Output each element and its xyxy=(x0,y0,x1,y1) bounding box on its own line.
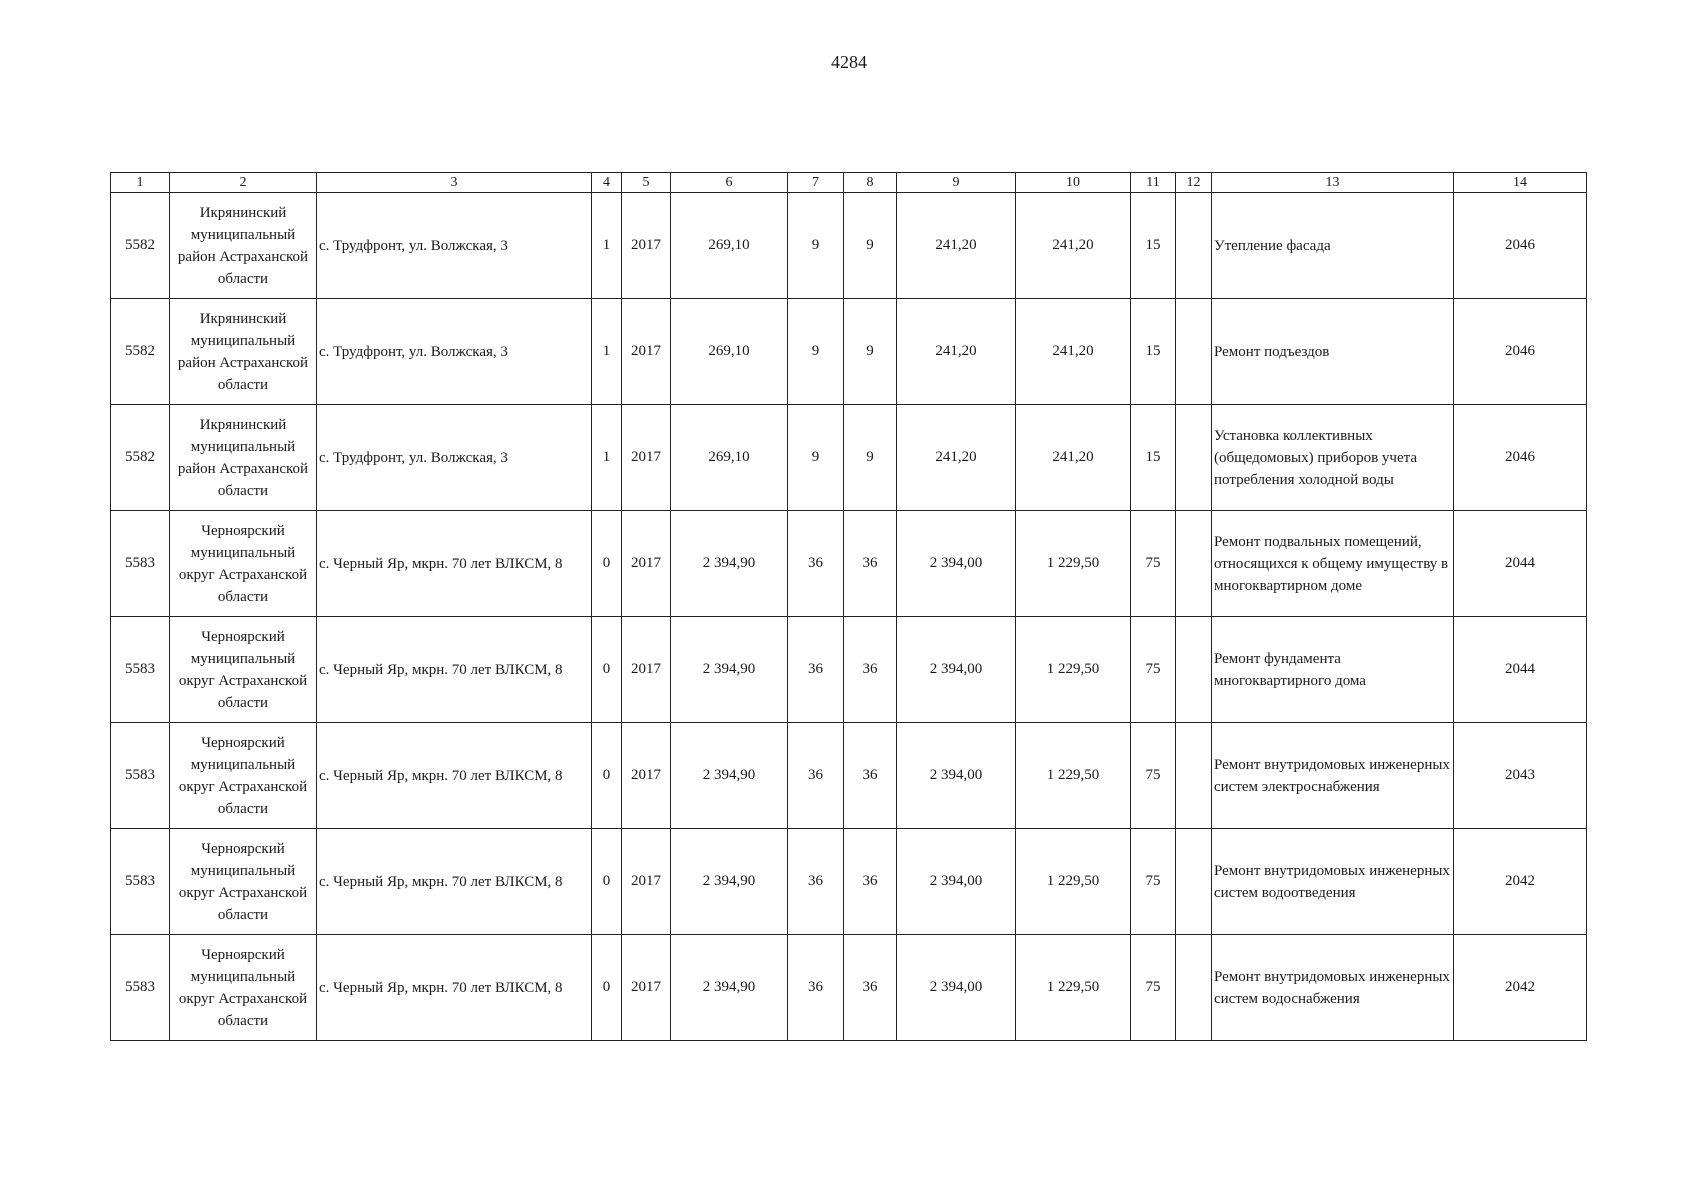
col4-cell: 0 xyxy=(592,935,622,1041)
column-header: 9 xyxy=(897,173,1016,193)
page-number: 4284 xyxy=(831,52,867,72)
col7-cell: 9 xyxy=(788,299,844,405)
district-cell: Икрянинский муниципальный район Астраханской области xyxy=(170,299,317,405)
row-id-cell: 5583 xyxy=(111,723,170,829)
col12-cell xyxy=(1176,511,1212,617)
column-number-row xyxy=(111,173,1587,193)
col8-cell: 36 xyxy=(844,935,897,1041)
plan-year-cell: 2043 xyxy=(1454,723,1587,829)
row-id-cell: 5583 xyxy=(111,617,170,723)
col11-cell: 15 xyxy=(1131,299,1176,405)
plan-year-cell: 2046 xyxy=(1454,193,1587,299)
col4-cell: 0 xyxy=(592,829,622,935)
col9-cell: 241,20 xyxy=(897,193,1016,299)
work-type-cell: Ремонт внутридомовых инженерных систем водоотведения xyxy=(1212,829,1454,935)
table-row xyxy=(111,405,1587,511)
col6-cell: 2 394,90 xyxy=(671,617,788,723)
table-body xyxy=(111,193,1587,1041)
work-type-cell: Ремонт подвальных помещений, относящихся к общему имуществу в многоквартирном доме xyxy=(1212,511,1454,617)
table-row xyxy=(111,511,1587,617)
col9-cell: 2 394,00 xyxy=(897,511,1016,617)
column-header: 12 xyxy=(1176,173,1212,193)
col12-cell xyxy=(1176,723,1212,829)
district-cell: Черноярский муниципальный округ Астраханской области xyxy=(170,935,317,1041)
work-type-cell: Ремонт фундамента многоквартирного дома xyxy=(1212,617,1454,723)
col11-cell: 75 xyxy=(1131,723,1176,829)
col11-cell: 75 xyxy=(1131,829,1176,935)
plan-year-cell: 2046 xyxy=(1454,299,1587,405)
column-header: 3 xyxy=(317,173,592,193)
table-row xyxy=(111,193,1587,299)
district-cell: Черноярский муниципальный округ Астраханской области xyxy=(170,829,317,935)
address-cell: с. Трудфронт, ул. Волжская, 3 xyxy=(317,299,592,405)
col7-cell: 36 xyxy=(788,617,844,723)
col8-cell: 9 xyxy=(844,405,897,511)
table-row xyxy=(111,617,1587,723)
col4-cell: 0 xyxy=(592,723,622,829)
column-header: 2 xyxy=(170,173,317,193)
work-type-cell: Ремонт внутридомовых инженерных систем водоснабжения xyxy=(1212,935,1454,1041)
col11-cell: 75 xyxy=(1131,617,1176,723)
col11-cell: 75 xyxy=(1131,511,1176,617)
row-id-cell: 5583 xyxy=(111,935,170,1041)
column-header: 11 xyxy=(1131,173,1176,193)
plan-year-cell: 2044 xyxy=(1454,511,1587,617)
table-row xyxy=(111,723,1587,829)
col10-cell: 1 229,50 xyxy=(1016,935,1131,1041)
column-header: 1 xyxy=(111,173,170,193)
table-row xyxy=(111,829,1587,935)
col10-cell: 1 229,50 xyxy=(1016,511,1131,617)
year-cell: 2017 xyxy=(622,829,671,935)
row-id-cell: 5582 xyxy=(111,193,170,299)
district-cell: Икрянинский муниципальный район Астраханской области xyxy=(170,405,317,511)
column-header: 14 xyxy=(1454,173,1587,193)
work-type-cell: Установка коллективных (общедомовых) приборов учета потребления холодной воды xyxy=(1212,405,1454,511)
work-type-cell: Ремонт внутридомовых инженерных систем электроснабжения xyxy=(1212,723,1454,829)
col8-cell: 36 xyxy=(844,511,897,617)
col6-cell: 269,10 xyxy=(671,405,788,511)
year-cell: 2017 xyxy=(622,723,671,829)
col11-cell: 75 xyxy=(1131,935,1176,1041)
year-cell: 2017 xyxy=(622,511,671,617)
col7-cell: 36 xyxy=(788,935,844,1041)
plan-year-cell: 2046 xyxy=(1454,405,1587,511)
year-cell: 2017 xyxy=(622,617,671,723)
col9-cell: 2 394,00 xyxy=(897,829,1016,935)
col12-cell xyxy=(1176,617,1212,723)
col4-cell: 1 xyxy=(592,193,622,299)
col8-cell: 9 xyxy=(844,193,897,299)
address-cell: с. Черный Яр, мкрн. 70 лет ВЛКСМ, 8 xyxy=(317,935,592,1041)
col4-cell: 0 xyxy=(592,617,622,723)
col10-cell: 241,20 xyxy=(1016,193,1131,299)
col9-cell: 241,20 xyxy=(897,405,1016,511)
address-cell: с. Черный Яр, мкрн. 70 лет ВЛКСМ, 8 xyxy=(317,723,592,829)
col7-cell: 9 xyxy=(788,193,844,299)
col9-cell: 2 394,00 xyxy=(897,935,1016,1041)
col6-cell: 269,10 xyxy=(671,299,788,405)
address-cell: с. Черный Яр, мкрн. 70 лет ВЛКСМ, 8 xyxy=(317,617,592,723)
col9-cell: 2 394,00 xyxy=(897,723,1016,829)
district-cell: Икрянинский муниципальный район Астраханской области xyxy=(170,193,317,299)
col10-cell: 1 229,50 xyxy=(1016,829,1131,935)
col11-cell: 15 xyxy=(1131,193,1176,299)
year-cell: 2017 xyxy=(622,935,671,1041)
address-cell: с. Черный Яр, мкрн. 70 лет ВЛКСМ, 8 xyxy=(317,511,592,617)
address-cell: с. Черный Яр, мкрн. 70 лет ВЛКСМ, 8 xyxy=(317,829,592,935)
table-row xyxy=(111,935,1587,1041)
column-header: 10 xyxy=(1016,173,1131,193)
col12-cell xyxy=(1176,829,1212,935)
col6-cell: 2 394,90 xyxy=(671,935,788,1041)
column-header: 4 xyxy=(592,173,622,193)
col10-cell: 1 229,50 xyxy=(1016,617,1131,723)
work-type-cell: Утепление фасада xyxy=(1212,193,1454,299)
col6-cell: 269,10 xyxy=(671,193,788,299)
col8-cell: 9 xyxy=(844,299,897,405)
plan-year-cell: 2042 xyxy=(1454,935,1587,1041)
col10-cell: 241,20 xyxy=(1016,405,1131,511)
col4-cell: 0 xyxy=(592,511,622,617)
col6-cell: 2 394,90 xyxy=(671,829,788,935)
column-header: 7 xyxy=(788,173,844,193)
col6-cell: 2 394,90 xyxy=(671,723,788,829)
year-cell: 2017 xyxy=(622,405,671,511)
col4-cell: 1 xyxy=(592,299,622,405)
column-header: 8 xyxy=(844,173,897,193)
address-cell: с. Трудфронт, ул. Волжская, 3 xyxy=(317,193,592,299)
column-header: 13 xyxy=(1212,173,1454,193)
col4-cell: 1 xyxy=(592,405,622,511)
repair-schedule-table xyxy=(110,172,1587,1041)
row-id-cell: 5582 xyxy=(111,299,170,405)
district-cell: Черноярский муниципальный округ Астраханской области xyxy=(170,723,317,829)
col6-cell: 2 394,90 xyxy=(671,511,788,617)
plan-year-cell: 2042 xyxy=(1454,829,1587,935)
column-header: 6 xyxy=(671,173,788,193)
col12-cell xyxy=(1176,193,1212,299)
col10-cell: 241,20 xyxy=(1016,299,1131,405)
plan-year-cell: 2044 xyxy=(1454,617,1587,723)
col7-cell: 36 xyxy=(788,723,844,829)
col7-cell: 9 xyxy=(788,405,844,511)
col12-cell xyxy=(1176,935,1212,1041)
year-cell: 2017 xyxy=(622,299,671,405)
col10-cell: 1 229,50 xyxy=(1016,723,1131,829)
col7-cell: 36 xyxy=(788,829,844,935)
col8-cell: 36 xyxy=(844,829,897,935)
address-cell: с. Трудфронт, ул. Волжская, 3 xyxy=(317,405,592,511)
col9-cell: 241,20 xyxy=(897,299,1016,405)
year-cell: 2017 xyxy=(622,193,671,299)
col8-cell: 36 xyxy=(844,723,897,829)
row-id-cell: 5583 xyxy=(111,511,170,617)
col8-cell: 36 xyxy=(844,617,897,723)
row-id-cell: 5582 xyxy=(111,405,170,511)
table-row xyxy=(111,299,1587,405)
column-header: 5 xyxy=(622,173,671,193)
row-id-cell: 5583 xyxy=(111,829,170,935)
col12-cell xyxy=(1176,405,1212,511)
work-type-cell: Ремонт подъездов xyxy=(1212,299,1454,405)
district-cell: Черноярский муниципальный округ Астраханской области xyxy=(170,617,317,723)
col12-cell xyxy=(1176,299,1212,405)
col11-cell: 15 xyxy=(1131,405,1176,511)
col9-cell: 2 394,00 xyxy=(897,617,1016,723)
col7-cell: 36 xyxy=(788,511,844,617)
district-cell: Черноярский муниципальный округ Астраханской области xyxy=(170,511,317,617)
